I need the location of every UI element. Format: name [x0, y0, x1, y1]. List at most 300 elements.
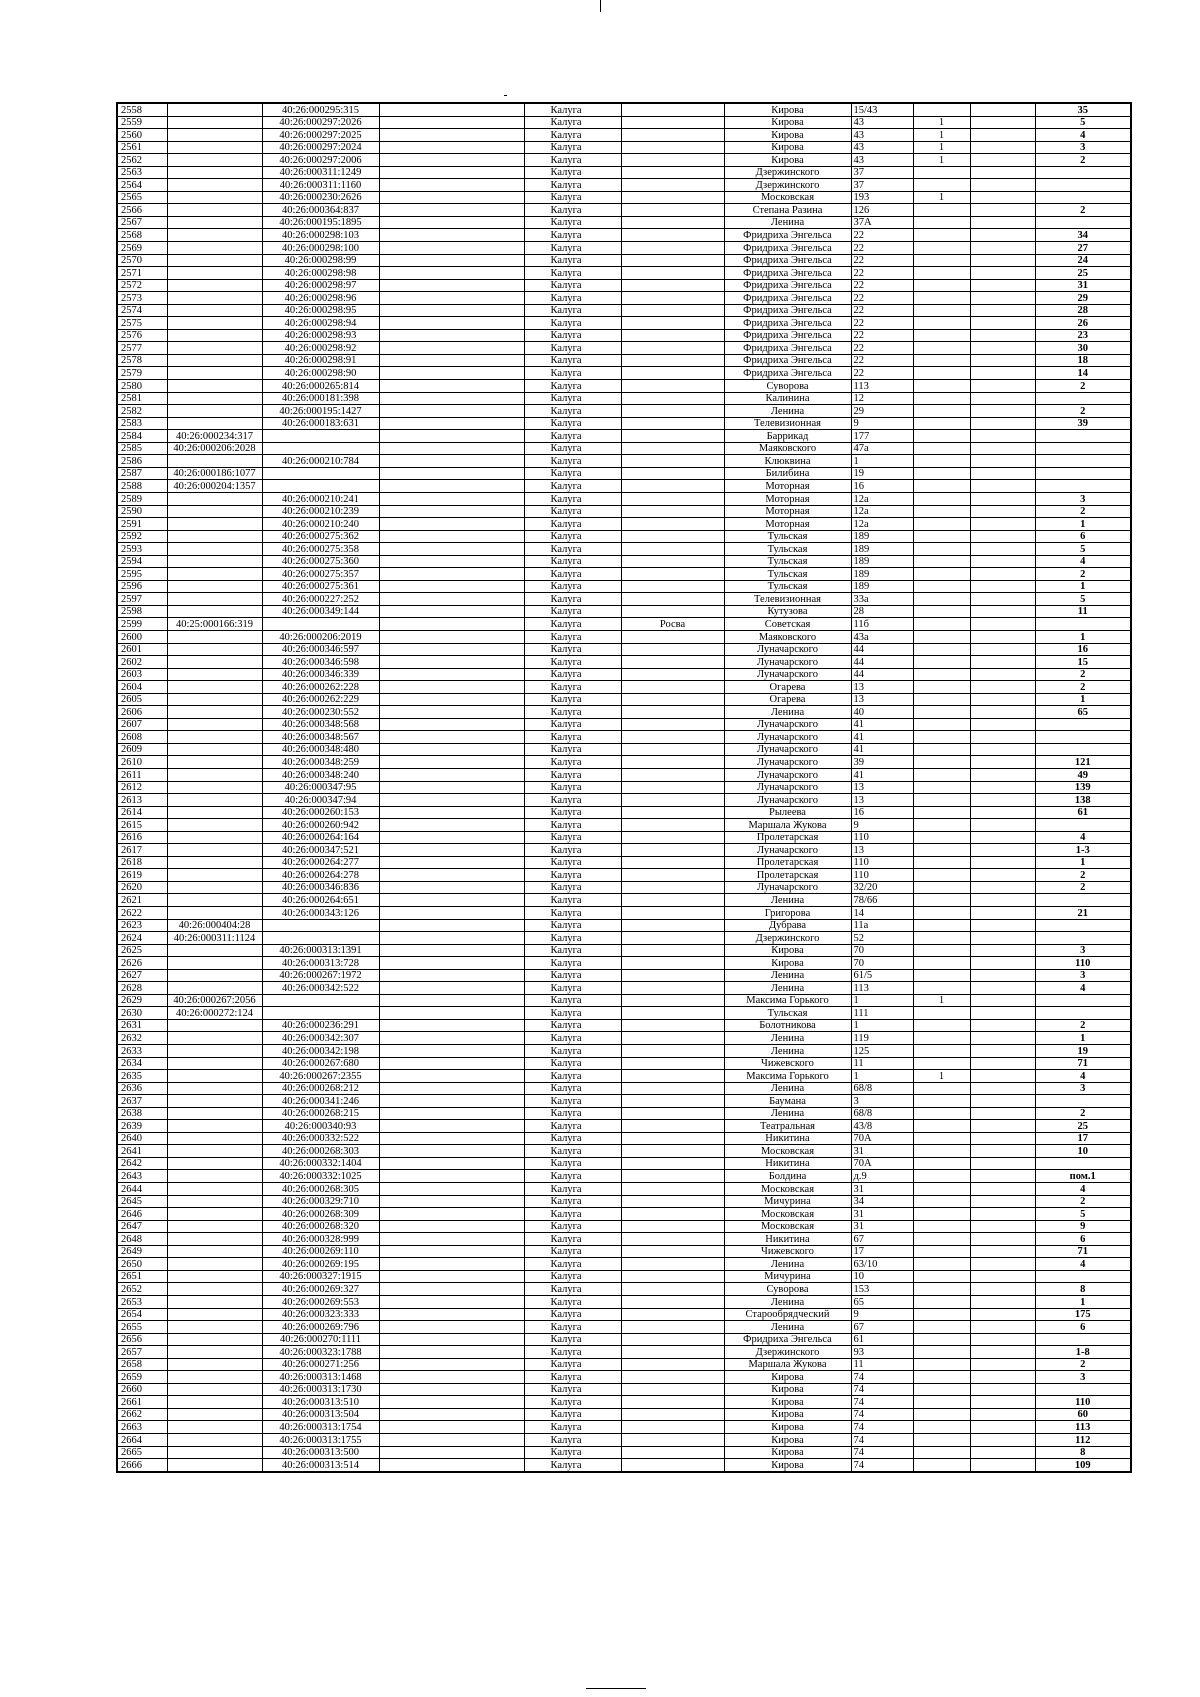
cell-locality: [621, 129, 724, 142]
cell-locality: [621, 292, 724, 305]
cell-cadastral-a: [167, 179, 262, 192]
cell-house: 13: [851, 693, 913, 706]
cell-house: 9: [851, 1308, 913, 1321]
cell-cadastral-b: 40:26:000313:504: [262, 1408, 379, 1421]
cell-city: Калуга: [524, 819, 621, 832]
table-row: [117, 656, 1131, 669]
cell-blank2: [970, 1107, 1035, 1120]
cell-cadastral-b: 40:26:000313:514: [262, 1459, 379, 1472]
cell-apartment: 2: [1035, 568, 1131, 581]
cell-blank2: [970, 907, 1035, 920]
cell-flag: [913, 430, 970, 443]
table-row: [117, 932, 1131, 945]
cell-cadastral-b: 40:26:000262:229: [262, 693, 379, 706]
cell-row-no: 2651: [117, 1270, 167, 1283]
cell-blank2: [970, 430, 1035, 443]
cell-street: Моторная: [724, 518, 851, 531]
cell-street: Кирова: [724, 1383, 851, 1396]
cell-blank2: [970, 442, 1035, 455]
cell-cadastral-a: [167, 1183, 262, 1196]
table-row: [117, 1283, 1131, 1296]
cell-street: Луначарского: [724, 844, 851, 857]
cell-street: Кирова: [724, 1408, 851, 1421]
cell-blank: [379, 1145, 524, 1158]
table-row: [117, 392, 1131, 405]
cell-cadastral-b: 40:26:000275:362: [262, 530, 379, 543]
cell-row-no: 2623: [117, 919, 167, 932]
cell-street: Луначарского: [724, 643, 851, 656]
cell-house: 1: [851, 1070, 913, 1083]
cell-city: Калуга: [524, 944, 621, 957]
cell-flag: 1: [913, 141, 970, 154]
cell-city: Калуга: [524, 1145, 621, 1158]
cell-row-no: 2646: [117, 1208, 167, 1221]
cell-locality: [621, 1233, 724, 1246]
table-row: [117, 1371, 1131, 1384]
cell-street: Суворова: [724, 380, 851, 393]
cell-cadastral-b: 40:26:000298:103: [262, 229, 379, 242]
cell-locality: [621, 1245, 724, 1258]
cell-flag: [913, 1421, 970, 1434]
table-row: [117, 731, 1131, 744]
cell-city: Калуга: [524, 1220, 621, 1233]
cell-street: Тульская: [724, 543, 851, 556]
cell-apartment: [1035, 179, 1131, 192]
cell-cadastral-a: [167, 1433, 262, 1446]
cell-street: Кутузова: [724, 605, 851, 618]
cell-blank2: [970, 417, 1035, 430]
cell-street: Кирова: [724, 141, 851, 154]
cell-row-no: 2649: [117, 1245, 167, 1258]
cell-locality: [621, 768, 724, 781]
cell-city: Калуга: [524, 1120, 621, 1133]
cell-blank2: [970, 1032, 1035, 1045]
cell-city: Калуга: [524, 932, 621, 945]
cell-locality: [621, 405, 724, 418]
cell-house: 11а: [851, 919, 913, 932]
cell-locality: [621, 605, 724, 618]
cell-cadastral-a: [167, 116, 262, 129]
cell-row-no: 2619: [117, 869, 167, 882]
cell-row-no: 2633: [117, 1045, 167, 1058]
cell-cadastral-a: [167, 643, 262, 656]
cell-flag: [913, 216, 970, 229]
cell-cadastral-b: 40:26:000313:1468: [262, 1371, 379, 1384]
cell-street: Театральная: [724, 1120, 851, 1133]
cell-blank: [379, 229, 524, 242]
cell-locality: [621, 116, 724, 129]
cell-cadastral-b: 40:26:000297:2025: [262, 129, 379, 142]
cell-house: 70А: [851, 1157, 913, 1170]
cell-house: 113: [851, 982, 913, 995]
cell-cadastral-b: 40:26:000195:1427: [262, 405, 379, 418]
table-row: [117, 618, 1131, 631]
cell-blank: [379, 1082, 524, 1095]
cell-city: Калуга: [524, 1258, 621, 1271]
cell-row-no: 2607: [117, 718, 167, 731]
cell-apartment: 6: [1035, 1321, 1131, 1334]
cell-cadastral-b: 40:26:000348:259: [262, 756, 379, 769]
cell-blank2: [970, 1057, 1035, 1070]
cell-cadastral-b: 40:26:000313:1754: [262, 1421, 379, 1434]
cell-locality: [621, 1107, 724, 1120]
cell-apartment: [1035, 618, 1131, 631]
cell-city: Калуга: [524, 844, 621, 857]
cell-blank: [379, 417, 524, 430]
cell-house: 189: [851, 580, 913, 593]
cell-locality: [621, 1057, 724, 1070]
cell-house: 11: [851, 1057, 913, 1070]
cell-cadastral-a: [167, 191, 262, 204]
cell-locality: [621, 1396, 724, 1409]
cell-flag: [913, 831, 970, 844]
cell-house: 37: [851, 179, 913, 192]
cell-cadastral-b: 40:26:000262:228: [262, 681, 379, 694]
cell-apartment: 8: [1035, 1283, 1131, 1296]
cell-cadastral-a: [167, 1195, 262, 1208]
cell-apartment: [1035, 718, 1131, 731]
cell-locality: [621, 643, 724, 656]
table-row: [117, 254, 1131, 267]
cell-street: Телевизионная: [724, 417, 851, 430]
cell-blank2: [970, 944, 1035, 957]
cell-row-no: 2648: [117, 1233, 167, 1246]
cell-row-no: 2617: [117, 844, 167, 857]
cell-locality: [621, 1333, 724, 1346]
cell-city: Калуга: [524, 1195, 621, 1208]
cell-city: Калуга: [524, 618, 621, 631]
table-row: [117, 154, 1131, 167]
table-row: [117, 693, 1131, 706]
cell-blank2: [970, 1019, 1035, 1032]
cell-blank2: [970, 1371, 1035, 1384]
cell-row-no: 2575: [117, 317, 167, 330]
cell-apartment: 6: [1035, 530, 1131, 543]
cell-blank2: [970, 1132, 1035, 1145]
cell-blank: [379, 467, 524, 480]
cell-blank2: [970, 1433, 1035, 1446]
cell-city: Калуга: [524, 1433, 621, 1446]
cell-flag: [913, 204, 970, 217]
cell-cadastral-a: [167, 856, 262, 869]
table-row: [117, 1183, 1131, 1196]
cell-cadastral-b: 40:26:000323:1788: [262, 1346, 379, 1359]
cell-locality: [621, 417, 724, 430]
cell-cadastral-b: 40:26:000348:480: [262, 743, 379, 756]
cell-cadastral-a: [167, 317, 262, 330]
cell-blank: [379, 1195, 524, 1208]
cell-city: Калуга: [524, 392, 621, 405]
cell-street: Рылеева: [724, 806, 851, 819]
cell-street: Фридриха Энгельса: [724, 267, 851, 280]
cell-cadastral-a: [167, 781, 262, 794]
cell-flag: [913, 342, 970, 355]
cell-street: Кирова: [724, 1396, 851, 1409]
cell-blank2: [970, 518, 1035, 531]
cell-house: 47а: [851, 442, 913, 455]
cell-locality: [621, 1421, 724, 1434]
cell-city: Калуга: [524, 242, 621, 255]
cell-cadastral-a: [167, 1107, 262, 1120]
cell-apartment: 1: [1035, 580, 1131, 593]
cell-house: 61: [851, 1333, 913, 1346]
cell-apartment: пом.1: [1035, 1170, 1131, 1183]
table-row: [117, 380, 1131, 393]
cell-cadastral-a: 40:26:000267:2056: [167, 994, 262, 1007]
cell-blank2: [970, 1245, 1035, 1258]
cell-cadastral-a: [167, 881, 262, 894]
cell-city: Калуга: [524, 543, 621, 556]
cell-locality: [621, 354, 724, 367]
cell-cadastral-b: 40:26:000313:1730: [262, 1383, 379, 1396]
cell-street: Луначарского: [724, 881, 851, 894]
cell-apartment: 25: [1035, 267, 1131, 280]
cell-blank2: [970, 1145, 1035, 1158]
cell-flag: 1: [913, 116, 970, 129]
cell-apartment: [1035, 1007, 1131, 1020]
cell-apartment: 1: [1035, 693, 1131, 706]
cell-blank: [379, 179, 524, 192]
cell-flag: [913, 166, 970, 179]
table-row: [117, 831, 1131, 844]
cell-cadastral-a: [167, 1070, 262, 1083]
cell-locality: [621, 718, 724, 731]
scan-mark-top: [600, 0, 601, 12]
cell-cadastral-b: 40:26:000269:327: [262, 1283, 379, 1296]
table-row: [117, 1433, 1131, 1446]
cell-apartment: 61: [1035, 806, 1131, 819]
cell-house: 43: [851, 129, 913, 142]
cell-blank2: [970, 894, 1035, 907]
cell-apartment: [1035, 392, 1131, 405]
cell-blank: [379, 1057, 524, 1070]
cell-blank: [379, 342, 524, 355]
cell-street: Ленина: [724, 1258, 851, 1271]
cell-apartment: 3: [1035, 969, 1131, 982]
cell-street: Пролетарская: [724, 856, 851, 869]
cell-cadastral-a: [167, 518, 262, 531]
cell-locality: [621, 216, 724, 229]
cell-cadastral-a: [167, 1321, 262, 1334]
cell-city: Калуга: [524, 467, 621, 480]
cell-city: Калуга: [524, 1032, 621, 1045]
cell-blank: [379, 1258, 524, 1271]
cell-house: 22: [851, 317, 913, 330]
cell-cadastral-a: [167, 405, 262, 418]
cell-blank: [379, 643, 524, 656]
cell-row-no: 2596: [117, 580, 167, 593]
cell-city: Калуга: [524, 1132, 621, 1145]
cell-street: Московская: [724, 1208, 851, 1221]
cell-street: Советская: [724, 618, 851, 631]
cell-locality: [621, 455, 724, 468]
cell-street: Дубрава: [724, 919, 851, 932]
cell-cadastral-a: [167, 831, 262, 844]
cell-blank2: [970, 1045, 1035, 1058]
table-row: [117, 706, 1131, 719]
cell-street: Фридриха Энгельса: [724, 354, 851, 367]
cell-street: Дзержинского: [724, 166, 851, 179]
cell-city: Калуга: [524, 869, 621, 882]
cell-flag: [913, 969, 970, 982]
cell-city: Калуга: [524, 405, 621, 418]
cell-flag: [913, 781, 970, 794]
cell-blank: [379, 267, 524, 280]
cell-flag: [913, 1095, 970, 1108]
cell-flag: [913, 907, 970, 920]
cell-blank: [379, 1371, 524, 1384]
cell-locality: [621, 869, 724, 882]
cell-blank2: [970, 455, 1035, 468]
cell-cadastral-b: 40:26:000260:942: [262, 819, 379, 832]
cell-locality: [621, 831, 724, 844]
cell-apartment: [1035, 731, 1131, 744]
cell-house: 119: [851, 1032, 913, 1045]
cell-locality: [621, 1157, 724, 1170]
cell-blank2: [970, 1120, 1035, 1133]
cell-city: Калуга: [524, 681, 621, 694]
cell-blank2: [970, 1408, 1035, 1421]
cell-cadastral-a: [167, 1283, 262, 1296]
cell-flag: [913, 756, 970, 769]
table-row: [117, 1195, 1131, 1208]
cell-row-no: 2598: [117, 605, 167, 618]
cell-row-no: 2583: [117, 417, 167, 430]
cell-locality: [621, 329, 724, 342]
cell-apartment: 1: [1035, 518, 1131, 531]
cell-cadastral-b: [262, 430, 379, 443]
cell-apartment: 3: [1035, 1082, 1131, 1095]
cell-row-no: 2611: [117, 768, 167, 781]
cell-blank2: [970, 166, 1035, 179]
cell-cadastral-a: [167, 794, 262, 807]
cell-cadastral-a: [167, 204, 262, 217]
cell-cadastral-a: [167, 354, 262, 367]
cell-flag: 1: [913, 1070, 970, 1083]
cell-cadastral-a: [167, 1019, 262, 1032]
cell-city: Калуга: [524, 166, 621, 179]
cell-house: 177: [851, 430, 913, 443]
cell-cadastral-b: 40:26:000332:1025: [262, 1170, 379, 1183]
cell-row-no: 2558: [117, 103, 167, 116]
cell-flag: 1: [913, 191, 970, 204]
cell-city: Калуга: [524, 1421, 621, 1434]
table-row: [117, 455, 1131, 468]
cell-locality: [621, 982, 724, 995]
cell-cadastral-a: [167, 292, 262, 305]
cell-row-no: 2615: [117, 819, 167, 832]
cell-blank2: [970, 1358, 1035, 1371]
cell-street: Кирова: [724, 1459, 851, 1472]
table-row: [117, 179, 1131, 192]
cell-house: 22: [851, 329, 913, 342]
cell-city: Калуга: [524, 1095, 621, 1108]
table-row: [117, 1107, 1131, 1120]
cell-cadastral-a: [167, 1145, 262, 1158]
cell-street: Московская: [724, 191, 851, 204]
cell-city: Калуга: [524, 179, 621, 192]
cell-blank2: [970, 731, 1035, 744]
table-row: [117, 643, 1131, 656]
cell-locality: [621, 530, 724, 543]
table-row: [117, 1220, 1131, 1233]
cell-blank2: [970, 1157, 1035, 1170]
cell-flag: [913, 367, 970, 380]
cell-blank2: [970, 129, 1035, 142]
cell-row-no: 2657: [117, 1346, 167, 1359]
cell-cadastral-a: [167, 254, 262, 267]
cell-house: 74: [851, 1421, 913, 1434]
cell-row-no: 2571: [117, 267, 167, 280]
cell-flag: [913, 806, 970, 819]
cell-row-no: 2661: [117, 1396, 167, 1409]
cell-blank: [379, 1383, 524, 1396]
cell-blank: [379, 593, 524, 606]
cell-street: Фридриха Энгельса: [724, 329, 851, 342]
cell-row-no: 2579: [117, 367, 167, 380]
cell-cadastral-b: 40:26:000297:2024: [262, 141, 379, 154]
cell-house: 74: [851, 1396, 913, 1409]
cell-flag: [913, 505, 970, 518]
cell-blank: [379, 317, 524, 330]
cell-blank2: [970, 1283, 1035, 1296]
cell-row-no: 2566: [117, 204, 167, 217]
table-row: [117, 768, 1131, 781]
cell-blank: [379, 392, 524, 405]
table-row: [117, 919, 1131, 932]
cell-street: Фридриха Энгельса: [724, 242, 851, 255]
table-row: [117, 593, 1131, 606]
cell-blank2: [970, 1095, 1035, 1108]
cell-blank2: [970, 505, 1035, 518]
cell-street: Болдина: [724, 1170, 851, 1183]
cell-city: Калуга: [524, 919, 621, 932]
cell-city: Калуга: [524, 292, 621, 305]
table-row: [117, 1007, 1131, 1020]
cell-cadastral-a: [167, 267, 262, 280]
cell-house: 13: [851, 794, 913, 807]
cell-apartment: 29: [1035, 292, 1131, 305]
table-row: [117, 1408, 1131, 1421]
cell-cadastral-b: 40:26:000275:360: [262, 555, 379, 568]
cell-blank2: [970, 254, 1035, 267]
cell-row-no: 2580: [117, 380, 167, 393]
cell-cadastral-a: [167, 392, 262, 405]
cell-blank: [379, 543, 524, 556]
table-row: [117, 292, 1131, 305]
cell-cadastral-b: 40:26:000328:999: [262, 1233, 379, 1246]
cell-blank: [379, 1107, 524, 1120]
cell-cadastral-b: 40:26:000342:522: [262, 982, 379, 995]
cell-city: Калуга: [524, 505, 621, 518]
cell-blank: [379, 668, 524, 681]
cell-city: Калуга: [524, 267, 621, 280]
cell-flag: [913, 1446, 970, 1459]
table-row: [117, 1245, 1131, 1258]
cell-cadastral-b: 40:26:000297:2026: [262, 116, 379, 129]
cell-apartment: 175: [1035, 1308, 1131, 1321]
cell-cadastral-a: [167, 329, 262, 342]
cell-street: Маршала Жукова: [724, 1358, 851, 1371]
cell-cadastral-b: 40:26:000268:305: [262, 1183, 379, 1196]
cell-locality: [621, 367, 724, 380]
cell-flag: [913, 354, 970, 367]
table-row: [117, 166, 1131, 179]
cell-apartment: 71: [1035, 1245, 1131, 1258]
cell-blank: [379, 242, 524, 255]
cell-blank2: [970, 1258, 1035, 1271]
table-row: [117, 1070, 1131, 1083]
